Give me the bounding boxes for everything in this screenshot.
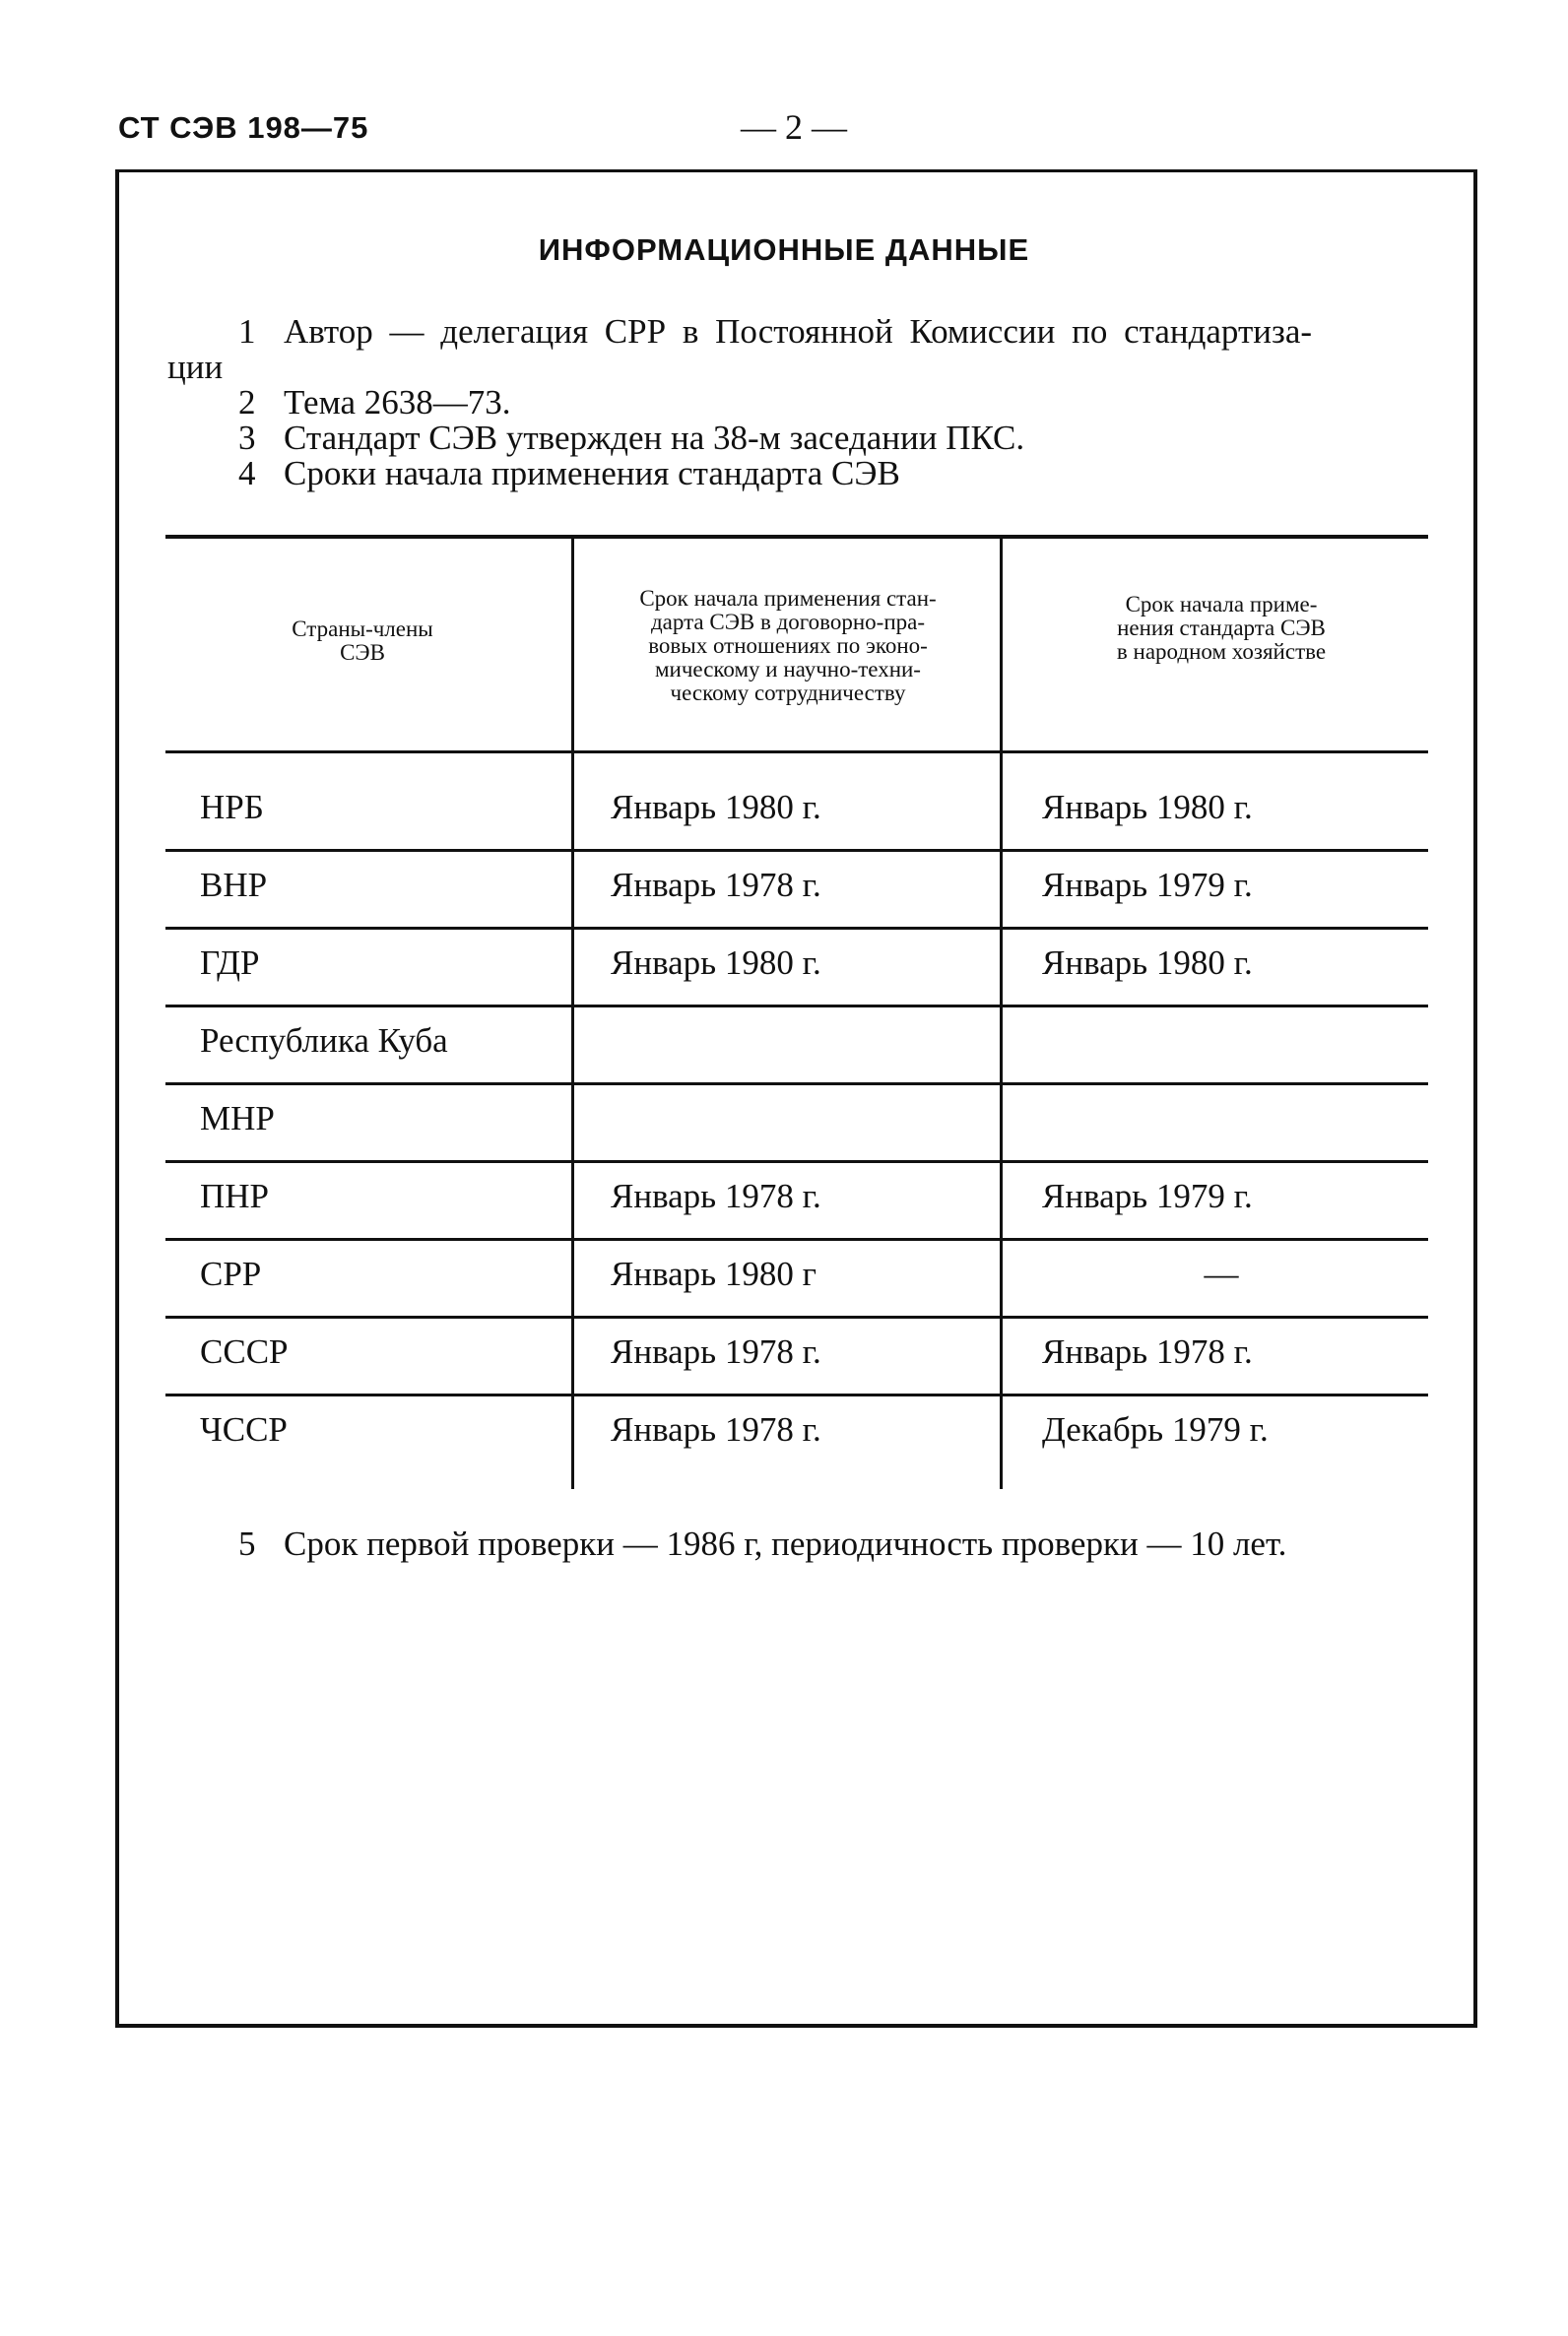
list-item-number: 1	[238, 312, 256, 351]
list-item-text: Автор — делегация СРР в Постоянной Комиссии по стандартиза-	[284, 312, 1313, 351]
row-separator	[165, 927, 1428, 930]
table-top-rule	[165, 535, 1428, 539]
cell-economy-date: Январь 1978 г.	[1042, 1332, 1253, 1371]
cell-contract-date: Январь 1978 г.	[611, 1177, 821, 1215]
cell-economy-date: Январь 1979 г.	[1042, 866, 1253, 904]
cell-economy-date: Декабрь 1979 г.	[1042, 1410, 1269, 1449]
list-item-review	[238, 1525, 1286, 1564]
cell-country: МНР	[200, 1099, 275, 1137]
cell-contract-date: Январь 1978 г.	[611, 866, 821, 904]
row-separator	[165, 1160, 1428, 1163]
cell-economy-date: Январь 1980 г.	[1042, 943, 1253, 982]
row-separator	[165, 1005, 1428, 1007]
list-item-number: 3	[238, 419, 256, 457]
cell-economy-date: —	[1204, 1255, 1239, 1293]
page-number: — 2 —	[741, 107, 847, 147]
row-separator	[165, 1316, 1428, 1319]
list-item-text: Стандарт СЭВ утвержден на 38-м заседании ПКС.	[284, 419, 1025, 457]
cell-contract-date: Январь 1980 г.	[611, 788, 821, 826]
list-item-text: Срок первой проверки — 1986 г, периодичность проверки — 10 лет.	[284, 1525, 1287, 1563]
cell-country: ЧССР	[200, 1410, 288, 1449]
cell-country: Республика Куба	[200, 1021, 448, 1060]
list-item-text: Сроки начала применения стандарта СЭВ	[284, 454, 900, 492]
list-item-number: 2	[238, 383, 256, 422]
list-item-topic	[238, 384, 511, 422]
table-header-bottom-rule	[165, 750, 1428, 753]
row-separator	[165, 849, 1428, 852]
list-item-number: 5	[238, 1525, 256, 1563]
cell-economy-date: Январь 1980 г.	[1042, 788, 1253, 826]
table-header-country: Страны-члены СЭВ	[292, 616, 433, 665]
cell-country: НРБ	[200, 788, 264, 826]
cell-country: СССР	[200, 1332, 289, 1371]
cell-contract-date: Январь 1978 г.	[611, 1410, 821, 1449]
cell-country: ВНР	[200, 866, 268, 904]
row-separator	[165, 1082, 1428, 1085]
list-item-number: 4	[238, 454, 256, 492]
cell-economy-date: Январь 1979 г.	[1042, 1177, 1253, 1215]
list-item-terms	[238, 455, 900, 492]
cell-contract-date: Январь 1978 г.	[611, 1332, 821, 1371]
table-header-economy: Срок начала приме- нения стандарта СЭВ в народном хозяйстве	[1116, 592, 1327, 664]
document-header-code: СТ СЭВ 198—75	[118, 110, 369, 145]
cell-country: ГДР	[200, 943, 260, 982]
section-title: ИНФОРМАЦИОННЫЕ ДАННЫЕ	[538, 232, 1030, 267]
cell-contract-date: Январь 1980 г	[611, 1255, 817, 1293]
list-item-approval	[238, 420, 1024, 457]
list-item-author	[238, 313, 1420, 351]
table-column-divider	[571, 539, 574, 1489]
table-header-contract: Срок начала применения стан- дарта СЭВ в договорно-пра- вовых отношениях по эконо- мическому и научно-техни- ческому сотрудничеству	[639, 586, 937, 705]
cell-country: ПНР	[200, 1177, 270, 1215]
cell-country: СРР	[200, 1255, 262, 1293]
cell-contract-date: Январь 1980 г.	[611, 943, 821, 982]
row-separator	[165, 1394, 1428, 1396]
row-separator	[165, 1238, 1428, 1241]
list-item-author-continuation: ции	[167, 348, 224, 386]
table-column-divider	[1000, 539, 1003, 1489]
list-item-text: Тема 2638—73.	[284, 383, 511, 422]
